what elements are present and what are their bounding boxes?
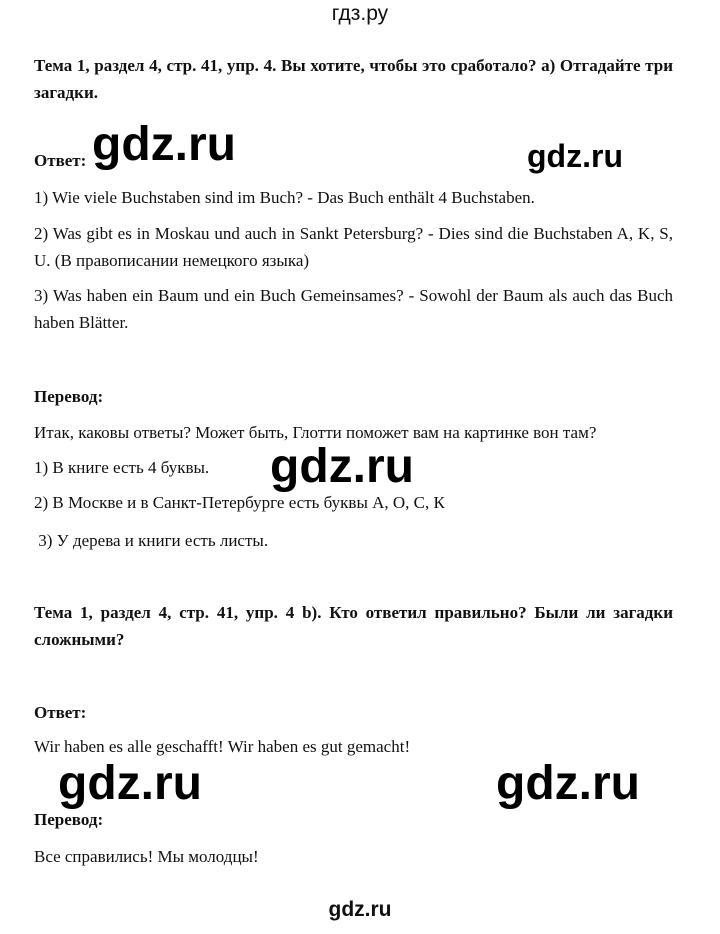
- task2-heading: Тема 1, раздел 4, стр. 41, упр. 4 b). Кто ответил правильно? Были ли загадки сложными?: [34, 603, 673, 649]
- task1-heading: Тема 1, раздел 4, стр. 41, упр. 4. Вы хотите, чтобы это сработало? а) Отгадайте три загадки.: [34, 56, 673, 102]
- watermark-logo: gdz.ru: [270, 440, 414, 493]
- watermark-logo: gdz.ru: [58, 757, 202, 810]
- task1-answer-label: Ответ:: [34, 151, 87, 170]
- task2-answer: Wir haben es alle geschafft! Wir haben es gut gemacht!: [34, 737, 411, 756]
- task2-answer-label: Ответ:: [34, 703, 87, 722]
- task1-answer-2: 2) Was gibt es in Moskau und auch in Sankt Petersburg? - Dies sind die Buchstaben A, K, S, U. (В правописании немецкого языка): [34, 224, 673, 270]
- site-header: гдз.ру: [331, 2, 389, 25]
- watermark-logo: gdz.ru: [92, 118, 236, 171]
- watermark-logo: gdz.ru: [496, 757, 640, 810]
- task1-translation-2: 2) В Москве и в Санкт-Петербурге есть буквы А, О, С, К: [34, 493, 445, 512]
- task1-translation-intro: Итак, каковы ответы? Может быть, Глотти поможет вам на картинке вон там?: [34, 423, 597, 442]
- task2-translation-label: Перевод:: [34, 810, 104, 829]
- task1-answer-1: 1) Wie viele Buchstaben sind im Buch? - Das Buch enthält 4 Buchstaben.: [34, 188, 535, 207]
- task1-translation-label: Перевод:: [34, 387, 104, 406]
- watermark-logo: gdz.ru: [527, 138, 623, 174]
- task2-translation: Все справились! Мы молодцы!: [34, 847, 259, 866]
- task1-translation-1: 1) В книге есть 4 буквы.: [34, 458, 210, 477]
- task1-translation-3: 3) У дерева и книги есть листы.: [34, 531, 269, 550]
- site-footer: gdz.ru: [328, 898, 392, 921]
- task1-answer-3: 3) Was haben ein Baum und ein Buch Gemeinsames? - Sowohl der Baum als auch das Buch haben Blätter.: [34, 286, 673, 332]
